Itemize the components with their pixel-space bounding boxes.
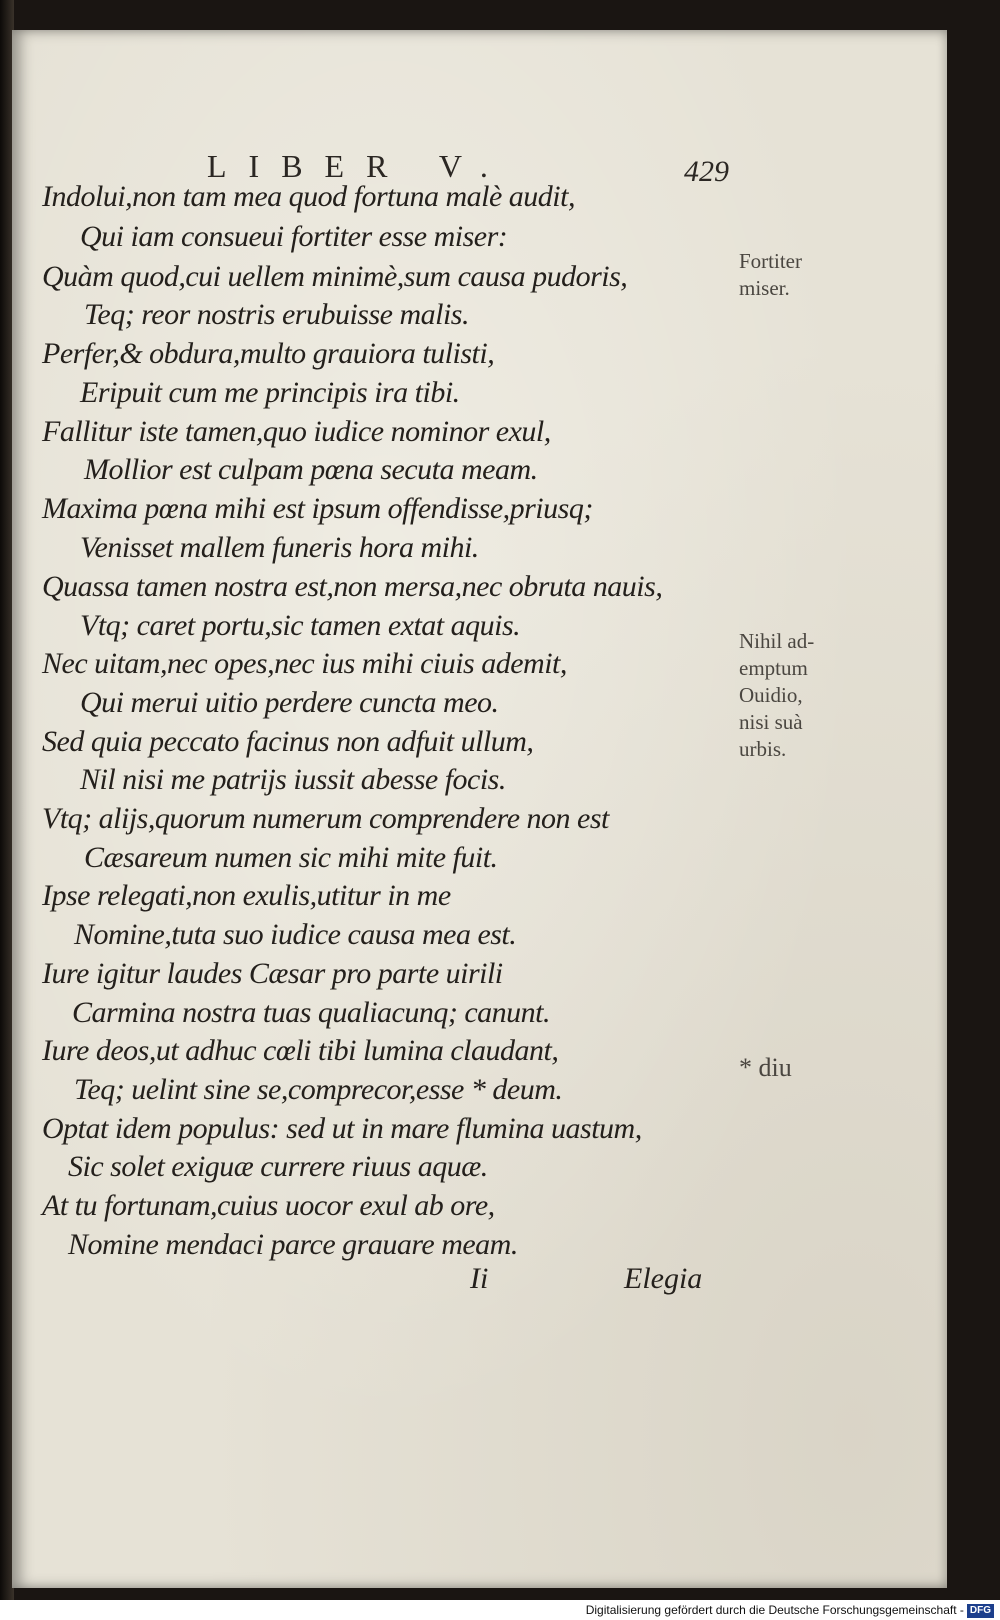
verse-line: Qui merui uitio perdere cuncta meo. [80, 686, 499, 719]
verse-line: Quàm quod,cui uellem minimè,sum causa pudoris, [42, 260, 628, 293]
margin-note-line: urbis. [739, 737, 787, 761]
margin-note-line: emptum [739, 656, 808, 680]
verse-line: Nomine,tuta suo iudice causa mea est. [74, 918, 517, 951]
verse-line: Nil nisi me patrijs iussit abesse focis. [80, 763, 506, 796]
verse-line: Nec uitam,nec opes,nec ius mihi ciuis ademit, [42, 647, 567, 680]
verse-line: Maxima pœna mihi est ipsum offendisse,priusq; [42, 492, 593, 525]
verse-line: Teq; uelint sine se,comprecor,esse * deum. [74, 1073, 563, 1106]
verse-line: Cæsareum numen sic mihi mite fuit. [84, 841, 498, 874]
margin-note-line: Ouidio, [739, 683, 803, 707]
signature-mark: Ii [470, 1262, 489, 1295]
margin-note-line: Fortiter [739, 249, 802, 273]
verse-line: Quassa tamen nostra est,non mersa,nec obruta nauis, [42, 570, 663, 603]
catchword: Elegia [624, 1262, 703, 1295]
verse-line: Sed quia peccato facinus non adfuit ullum, [42, 725, 534, 758]
funding-footer [586, 1600, 994, 1620]
verse-line: Iure igitur laudes Cæsar pro parte uirili [42, 957, 503, 990]
margin-note-line: * diu [739, 1053, 792, 1082]
page-number: 429 [684, 155, 729, 188]
verse-line: Iure deos,ut adhuc cœli tibi lumina claudant, [42, 1034, 559, 1067]
book-page [12, 30, 947, 1588]
verse-line: Carmina nostra tuas qualiacunq; canunt. [72, 996, 551, 1029]
verse-line: Nomine mendaci parce grauare meam. [68, 1228, 518, 1261]
margin-note-nihil [739, 628, 814, 763]
margin-note-line: Nihil ad- [739, 629, 815, 653]
dfg-logo: DFG [967, 1604, 994, 1618]
margin-note-fortiter [739, 248, 802, 302]
verse-line: Teq; reor nostris erubuisse malis. [84, 298, 469, 331]
footer-text: Digitalisierung gefördert durch die Deutsche Forschungsgemeinschaft - [585, 1603, 964, 1617]
verse-line: Vtq; alijs,quorum numerum comprendere non est [42, 802, 609, 835]
verse-line: Fallitur iste tamen,quo iudice nominor exul, [42, 415, 551, 448]
verse-line: Eripuit cum me principis ira tibi. [80, 376, 460, 409]
verse-line: Qui iam consueui fortiter esse miser: [80, 220, 508, 253]
verse-line: Ipse relegati,non exulis,utitur in me [42, 879, 451, 912]
margin-note-diu [739, 1054, 792, 1081]
margin-note-line: miser. [739, 276, 790, 300]
verse-line: Vtq; caret portu,sic tamen extat aquis. [80, 609, 521, 642]
verse-line: Optat idem populus: sed ut in mare flumina uastum, [42, 1112, 642, 1145]
margin-note-line: nisi suà [739, 710, 803, 734]
verse-line: Indolui,non tam mea quod fortuna malè audit, [42, 180, 575, 213]
verse-line: Sic solet exiguæ currere riuus aquæ. [68, 1150, 488, 1183]
verse-line: Perfer,& obdura,multo grauiora tulisti, [42, 337, 495, 370]
running-head: LIBER V. [207, 148, 510, 184]
verse-line: At tu fortunam,cuius uocor exul ab ore, [42, 1189, 495, 1222]
verse-line: Mollior est culpam pœna secuta meam. [84, 453, 538, 486]
verse-line: Venisset mallem funeris hora mihi. [80, 531, 479, 564]
